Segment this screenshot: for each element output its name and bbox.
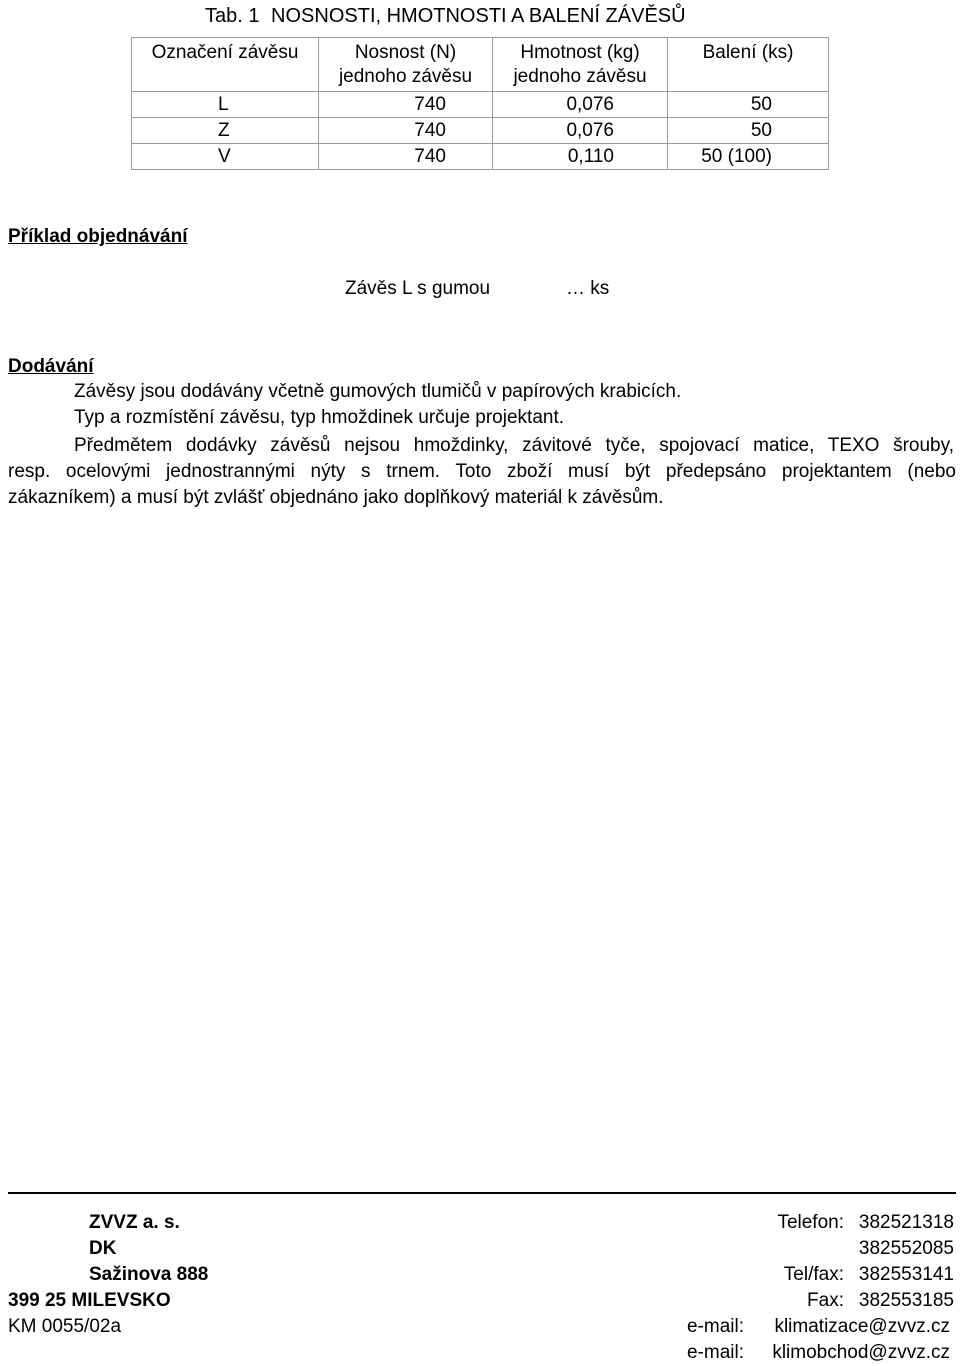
table-caption [205, 5, 686, 28]
delivery-paragraph-line-2: resp. ocelovými jednostrannými nýty s trnem. Toto zboží musí být předepsáno projektantem (nebo [8, 461, 956, 482]
delivery-line-2: Typ a rozmístění závěsu, typ hmoždinek určuje projektant. [74, 407, 565, 428]
cell-mark: L [132, 92, 319, 118]
cell-load: 740 [319, 118, 493, 144]
caption-title: NOSNOSTI, HMOTNOSTI A BALENÍ ZÁVĚSŮ [271, 5, 686, 27]
header-mark-line2 [136, 65, 314, 89]
cell-weight: 0,110 [493, 144, 668, 170]
contact-value-email-2[interactable]: klimobchod@zvvz.cz [772, 1342, 950, 1363]
spec-table [131, 37, 829, 170]
header-load-line1: Nosnost (N) [354, 42, 457, 63]
cell-weight: 0,076 [493, 92, 668, 118]
header-pack-line2 [672, 65, 824, 89]
delivery-paragraph-line-3: zákazníkem) a musí být zvlášť objednáno jako doplňkový materiál k závěsům. [8, 487, 664, 508]
header-weight-line2: jednoho závěsu [513, 66, 647, 87]
header-weight-line1: Hmotnost (kg) [520, 42, 640, 63]
footer-street: Sažinova 888 [89, 1264, 209, 1285]
header-weight [493, 38, 668, 92]
contact-value-telfax: 382553141 [858, 1264, 954, 1285]
header-load-line2: jednoho závěsu [338, 66, 473, 87]
table-row [132, 144, 829, 170]
cell-mark: Z [132, 118, 319, 144]
contact-value-fax: 382553185 [858, 1290, 954, 1311]
contact-label-telfax: Tel/fax: [783, 1264, 844, 1285]
contact-label-email-1: e-mail: [686, 1316, 744, 1337]
header-pack [668, 38, 829, 92]
cell-pack: 50 [668, 118, 829, 144]
footer-division: DK [89, 1238, 117, 1259]
contact-value-phone-2: 382552085 [858, 1238, 954, 1259]
order-example-quantity: … ks [566, 278, 610, 299]
cell-mark: V [132, 144, 319, 170]
cell-weight: 0,076 [493, 118, 668, 144]
header-pack-line1: Balení (ks) [702, 42, 794, 63]
footer-doc-code: KM 0055/02a [8, 1316, 122, 1337]
contact-label-email-2: e-mail: [686, 1342, 744, 1363]
header-mark [132, 38, 319, 92]
caption-prefix: Tab. 1 [205, 5, 260, 27]
delivery-line-1: Závěsy jsou dodávány včetně gumových tlumičů v papírových krabicích. [74, 381, 682, 402]
delivery-heading: Dodávání [8, 356, 94, 377]
table-row [132, 118, 829, 144]
header-mark-line1: Označení závěsu [151, 42, 299, 63]
footer-city: 399 25 MILEVSKO [8, 1290, 171, 1311]
contact-value-email-1[interactable]: klimatizace@zvvz.cz [774, 1316, 950, 1337]
footer-company: ZVVZ a. s. [89, 1212, 180, 1233]
contact-label-phone: Telefon: [777, 1212, 844, 1233]
order-example-item: Závěs L s gumou [345, 278, 491, 299]
footer-divider [8, 1192, 956, 1194]
table-row [132, 92, 829, 118]
cell-pack: 50 (100) [668, 144, 829, 170]
cell-load: 740 [319, 144, 493, 170]
contact-value-phone: 382521318 [858, 1212, 954, 1233]
order-example-heading: Příklad objednávání [8, 226, 188, 247]
cell-load: 740 [319, 92, 493, 118]
delivery-paragraph-line-1: Předmětem dodávky závěsů nejsou hmoždinky, závitové tyče, spojovací matice, TEXO šrouby, [74, 435, 954, 456]
header-load [319, 38, 493, 92]
contact-label-fax: Fax: [807, 1290, 844, 1311]
cell-pack: 50 [668, 92, 829, 118]
table-header-row [132, 38, 829, 92]
